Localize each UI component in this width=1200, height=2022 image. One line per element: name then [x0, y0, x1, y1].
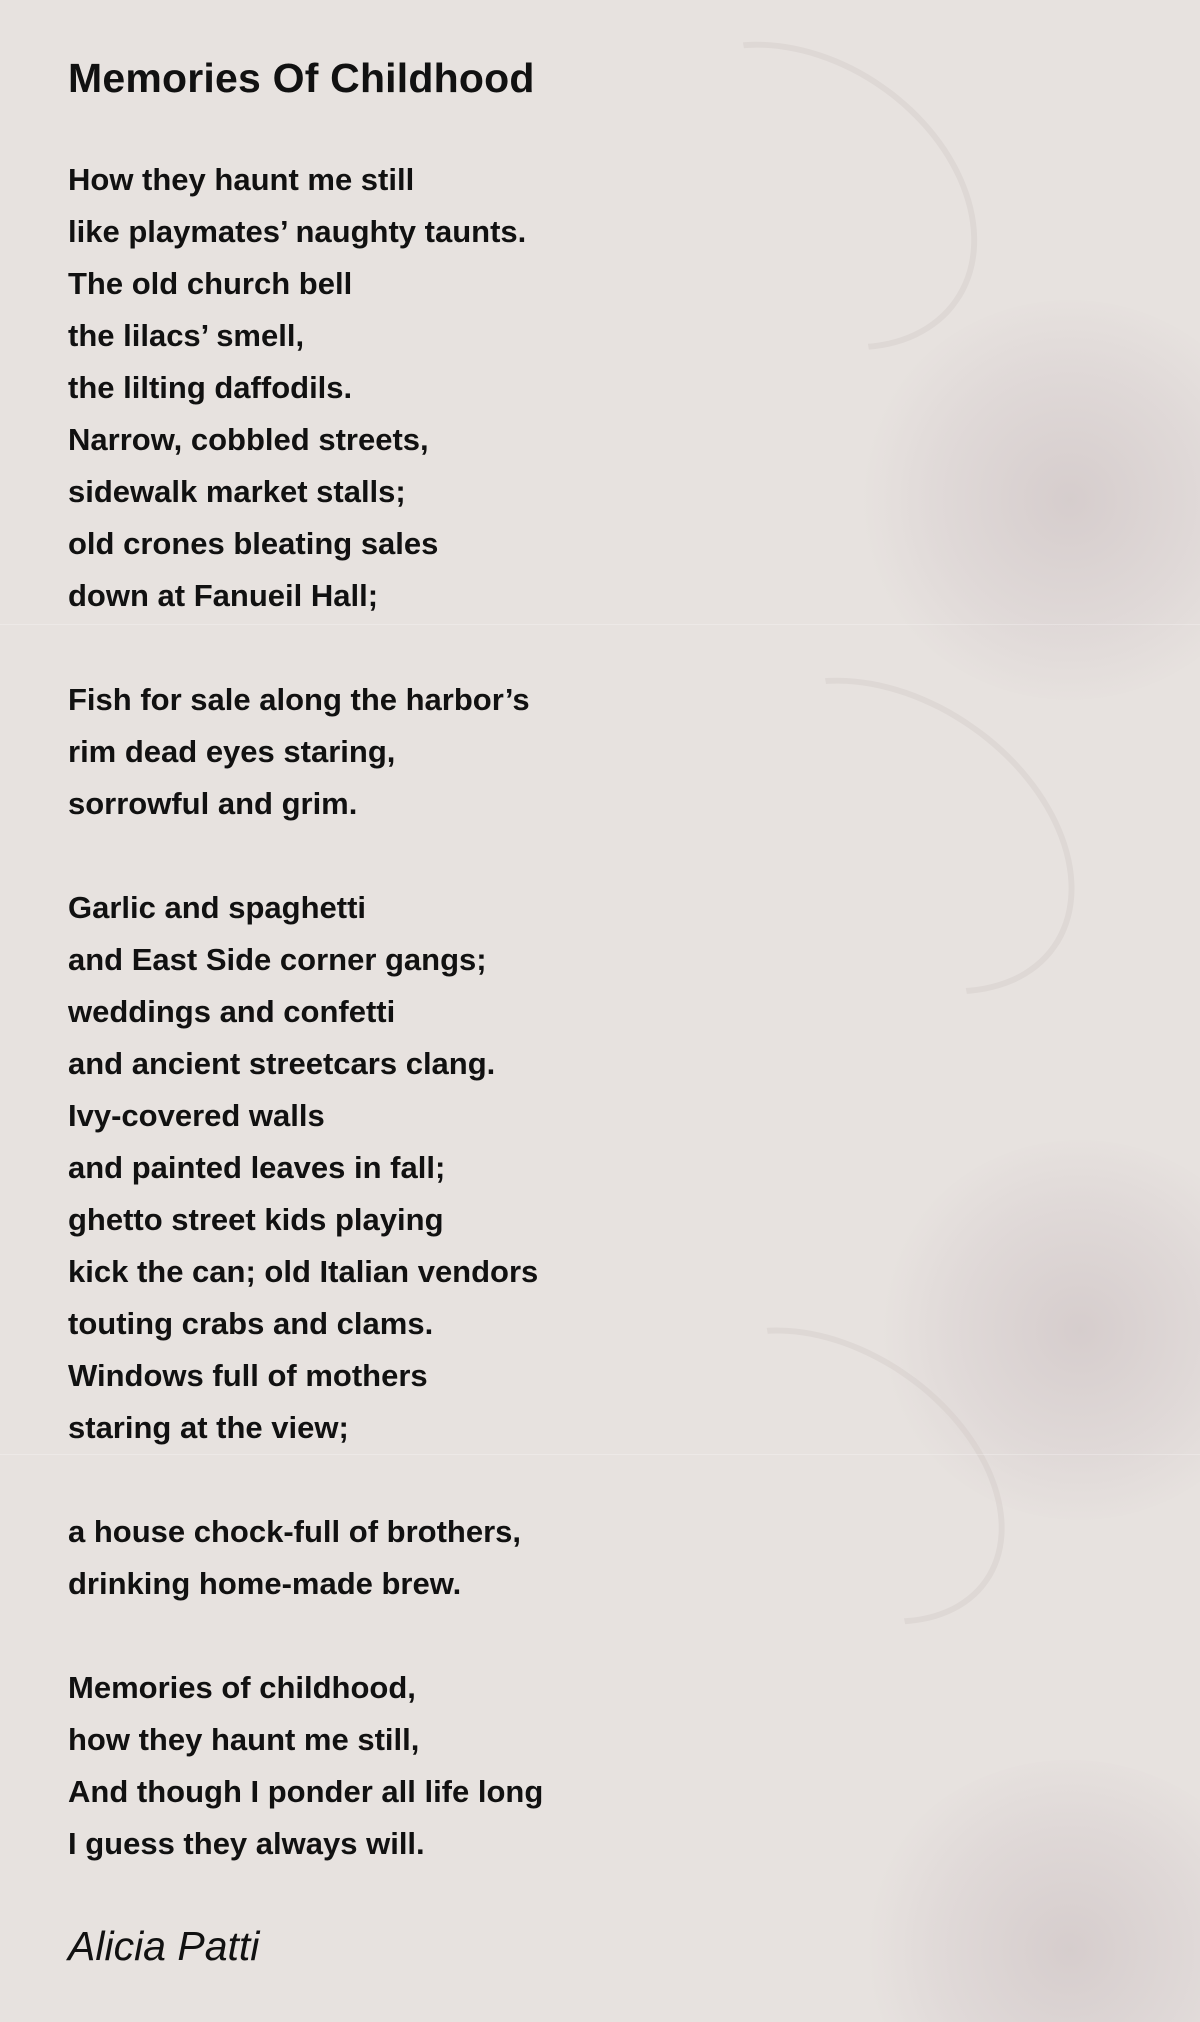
- poem-line: Windows full of mothers: [68, 1358, 428, 1393]
- author-name: Alicia Patti: [68, 1923, 260, 1969]
- poem-line: ghetto street kids playing: [68, 1202, 444, 1237]
- poem-line: I guess they always will.: [68, 1826, 425, 1861]
- poem-line: touting crabs and clams.: [68, 1306, 434, 1341]
- poem-line: and painted leaves in fall;: [68, 1150, 446, 1185]
- poem-body: [68, 154, 968, 1870]
- poem-stanza: [68, 1506, 968, 1610]
- poem-container: [68, 50, 968, 1922]
- poem-line: rim dead eyes staring,: [68, 734, 396, 769]
- poem-stanza: [68, 882, 968, 1454]
- poem-line: the lilting daffodils.: [68, 370, 353, 405]
- poem-stanza: [68, 154, 968, 622]
- poem-stanza: [68, 1662, 968, 1870]
- poem-line: how they haunt me still,: [68, 1722, 420, 1757]
- poem-line: The old church bell: [68, 266, 353, 301]
- poem-line: sidewalk market stalls;: [68, 474, 406, 509]
- poem-line: and ancient streetcars clang.: [68, 1046, 496, 1081]
- poem-line: and East Side corner gangs;: [68, 942, 487, 977]
- poem-line: And though I ponder all life long: [68, 1774, 544, 1809]
- poem-line: staring at the view;: [68, 1410, 349, 1445]
- poem-line: Ivy-covered walls: [68, 1098, 325, 1133]
- poem-line: drinking home-made brew.: [68, 1566, 462, 1601]
- poem-line: Narrow, cobbled streets,: [68, 422, 429, 457]
- poem-line: weddings and confetti: [68, 994, 396, 1029]
- poem-title: Memories Of Childhood: [68, 55, 535, 101]
- poem-line: a house chock-full of brothers,: [68, 1514, 521, 1549]
- poem-line: Memories of childhood,: [68, 1670, 416, 1705]
- poem-line: down at Fanueil Hall;: [68, 578, 379, 613]
- poem-stanza: [68, 674, 968, 830]
- poem-line: the lilacs’ smell,: [68, 318, 305, 353]
- poem-line: How they haunt me still: [68, 162, 415, 197]
- poem-line: like playmates’ naughty taunts.: [68, 214, 527, 249]
- poem-line: kick the can; old Italian vendors: [68, 1254, 539, 1289]
- poem-line: Fish for sale along the harbor’s: [68, 682, 530, 717]
- poem-line: old crones bleating sales: [68, 526, 439, 561]
- poem-line: sorrowful and grim.: [68, 786, 358, 821]
- poem-line: Garlic and spaghetti: [68, 890, 367, 925]
